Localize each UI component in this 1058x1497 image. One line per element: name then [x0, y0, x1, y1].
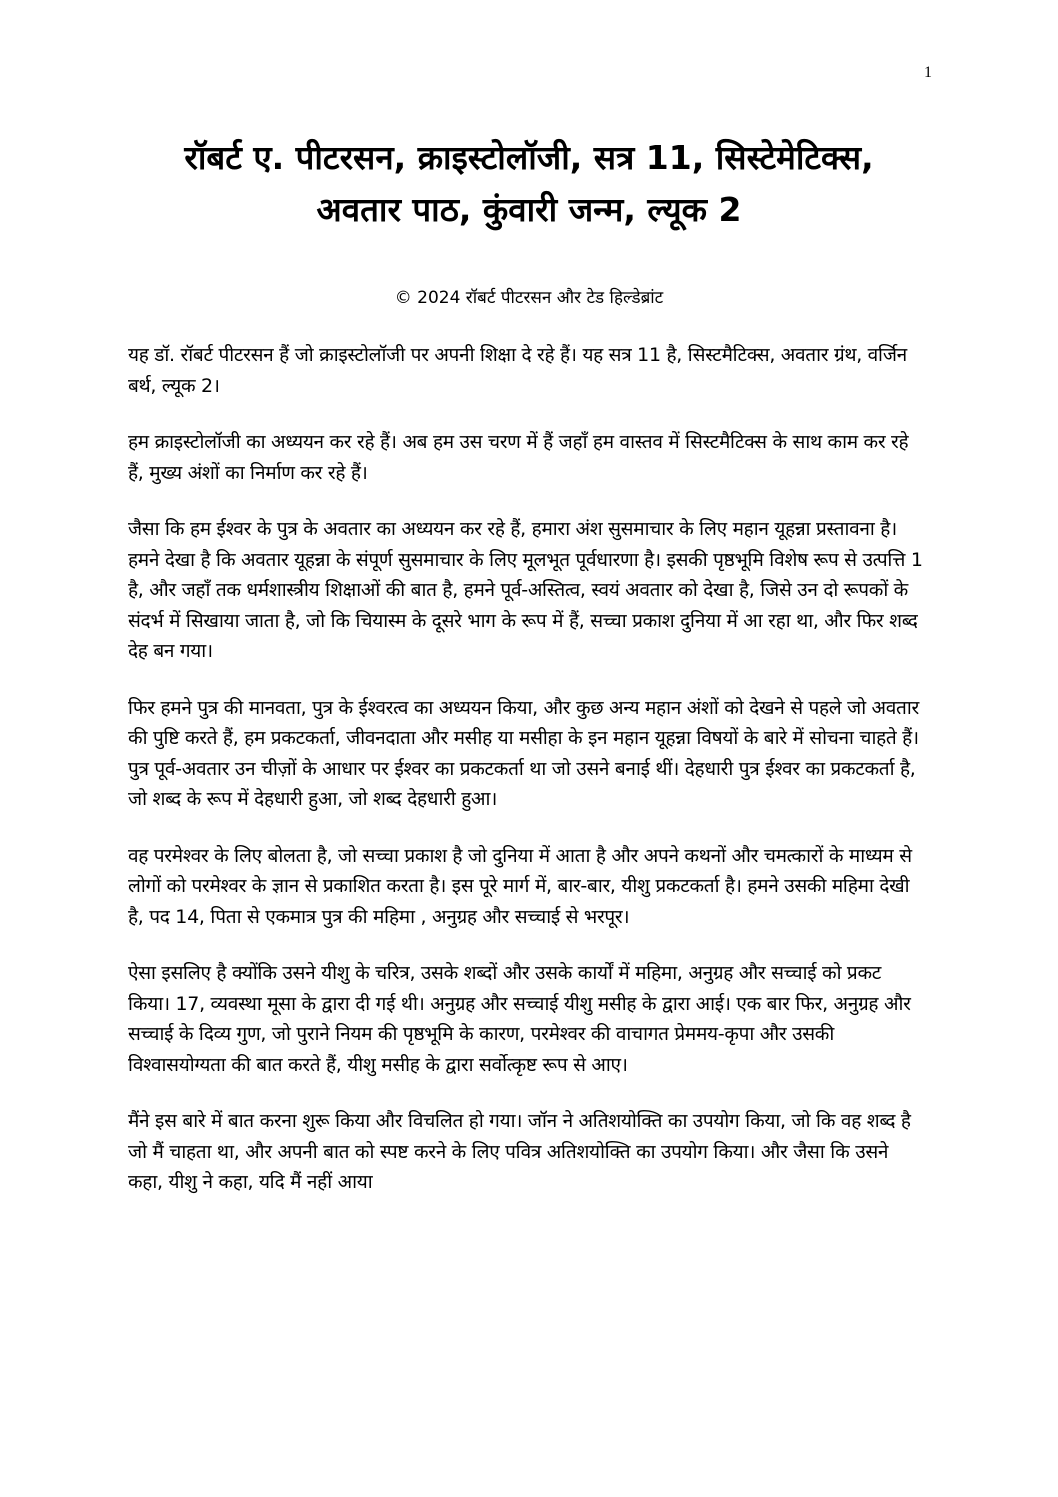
- paragraph: हम क्राइस्टोलॉजी का अध्ययन कर रहे हैं। अब हम उस चरण में हैं जहाँ हम वास्तव में सिस्टमैटिक्स के साथ काम कर रहे हैं, मुख्य अंशों का निर्माण कर रहे हैं।: [128, 431, 909, 484]
- page-number: 1: [924, 64, 932, 81]
- paragraph: जैसा कि हम ईश्वर के पुत्र के अवतार का अध्ययन कर रहे हैं, हमारा अंश सुसमाचार के लिए महान यूहन्ना प्रस्तावना है। हमने देखा है कि अवतार यूहन्ना के संपूर्ण सुसमाचार के लिए मूलभूत पूर्वधारणा है। इसकी पृष्ठभूमि विशेष रूप से उत्पत्ति 1 है, और जहाँ तक धर्मशास्त्रीय शिक्षाओं की बात है, हमने पूर्व-अस्तित्व, स्वयं अवतार को देखा है, जिसे उन दो रूपकों के संदर्भ में सिखाया जाता है, जो कि चियास्म के दूसरे भाग के रूप में हैं, सच्चा प्रकाश दुनिया में आ रहा था, और फिर शब्द देह बन गया।: [128, 518, 923, 662]
- paragraph: वह परमेश्वर के लिए बोलता है, जो सच्चा प्रकाश है जो दुनिया में आता है और अपने कथनों और चमत्कारों के माध्यम से लोगों को परमेश्वर के ज्ञान से प्रकाशित करता है। इस पूरे मार्ग में, बार-बार, यीशु प्रकटकर्ता है। हमने उसकी महिमा देखी है, पद 14, पिता से एकमात्र पुत्र की महिमा , अनुग्रह और सच्चाई से भरपूर।: [128, 844, 912, 928]
- document-title: रॉबर्ट ए. पीटरसन, क्राइस्टोलॉजी, सत्र 11, सिस्टेमेटिक्स, अवतार पाठ, कुंवारी जन्म, ल्यूक 2: [184, 138, 874, 229]
- paragraph: ऐसा इसलिए है क्योंकि उसने यीशु के चरित्र, उसके शब्दों और उसके कार्यों में महिमा, अनुग्रह और सच्चाई को प्रकट किया। 17, व्यवस्था मूसा के द्वारा दी गई थी। अनुग्रह और सच्चाई यीशु मसीह के द्वारा आई। एक बार फिर, अनुग्रह और सच्चाई के दिव्य गुण, जो पुराने नियम की पृष्ठभूमि के कारण, परमेश्वर की वाचागत प्रेममय-कृपा और उसकी विश्वासयोग्यता की बात करते हैं, यीशु मसीह के द्वारा सर्वोत्कृष्ट रूप से आए।: [128, 962, 911, 1076]
- paragraph: फिर हमने पुत्र की मानवता, पुत्र के ईश्वरत्व का अध्ययन किया, और कुछ अन्य महान अंशों को देखने से पहले जो अवतार की पुष्टि करते हैं, हम प्रकटकर्ता, जीवनदाता और मसीह या मसीहा के इन महान यूहन्ना विषयों के बारे में सोचना चाहते हैं। पुत्र पूर्व-अवतार उन चीज़ों के आधार पर ईश्वर का प्रकटकर्ता था जो उसने बनाई थीं। देहधारी पुत्र ईश्वर का प्रकटकर्ता है, जो शब्द के रूप में देहधारी हुआ, जो शब्द देहधारी हुआ।: [128, 696, 919, 810]
- paragraph: मैंने इस बारे में बात करना शुरू किया और विचलित हो गया। जॉन ने अतिशयोक्ति का उपयोग किया, जो कि वह शब्द है जो मैं चाहता था, और अपनी बात को स्पष्ट करने के लिए पवित्र अतिशयोक्ति का उपयोग किया। और जैसा कि उसने कहा, यीशु ने कहा, यदि मैं नहीं आया: [128, 1110, 911, 1193]
- paragraph: यह डॉ. रॉबर्ट पीटरसन हैं जो क्राइस्टोलॉजी पर अपनी शिक्षा दे रहे हैं। यह सत्र 11 है, सिस्टमैटिक्स, अवतार ग्रंथ, वर्जिन बर्थ, ल्यूक 2।: [128, 344, 907, 397]
- copyright-line: © 2024 रॉबर्ट पीटरसन और टेड हिल्डेब्रांट: [394, 288, 664, 308]
- body-text: [128, 340, 928, 1224]
